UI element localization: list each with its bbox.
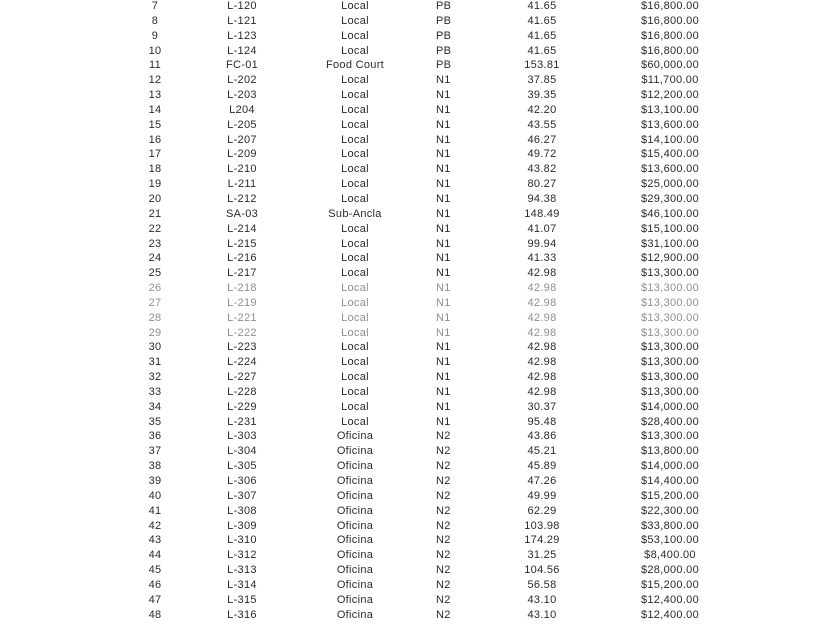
- unit-type: Local: [341, 282, 369, 295]
- unit-type: Sub-Ancla: [328, 207, 382, 220]
- table-row: [0, 281, 840, 296]
- unit-price: $15,200.00: [640, 578, 700, 591]
- unit-area: 43.55: [527, 118, 557, 131]
- unit-price: $22,300.00: [640, 504, 700, 517]
- unit-area: 31.25: [527, 549, 557, 562]
- unit-code: L-228: [227, 385, 257, 398]
- row-number: 11: [148, 59, 162, 72]
- unit-code: L-202: [227, 74, 257, 87]
- row-number: 17: [148, 148, 162, 161]
- unit-level: N1: [436, 74, 451, 87]
- unit-code: L-221: [227, 311, 257, 324]
- unit-type: Local: [341, 371, 369, 384]
- table-row: [0, 400, 840, 415]
- unit-area: 41.65: [527, 29, 557, 42]
- unit-level: N2: [436, 564, 451, 577]
- unit-level: N1: [436, 192, 451, 205]
- table-row: [0, 533, 840, 548]
- unit-area: 42.98: [527, 341, 557, 354]
- unit-price: $14,100.00: [640, 133, 700, 146]
- unit-code: L-211: [227, 178, 257, 191]
- unit-level: N2: [436, 504, 451, 517]
- unit-area: 37.85: [527, 74, 557, 87]
- unit-area: 41.65: [527, 14, 557, 27]
- unit-level: N2: [436, 489, 451, 502]
- unit-level: N1: [436, 133, 451, 146]
- unit-level: N2: [436, 475, 451, 487]
- unit-type: Local: [341, 415, 369, 428]
- unit-price: $13,100.00: [640, 103, 700, 116]
- unit-type: Oficina: [336, 504, 374, 517]
- table-row: [0, 237, 840, 252]
- unit-level: N1: [436, 326, 451, 339]
- unit-area: 80.27: [527, 178, 557, 191]
- unit-price: $12,900.00: [640, 252, 700, 265]
- unit-level: N1: [436, 371, 451, 384]
- unit-price: $16,800.00: [640, 14, 700, 27]
- unit-price: $13,300.00: [640, 430, 700, 443]
- table-row: [0, 162, 840, 177]
- unit-price: $13,300.00: [640, 296, 700, 309]
- unit-code: L-209: [227, 148, 257, 161]
- table-row: [0, 29, 840, 44]
- unit-type: Local: [341, 296, 369, 309]
- unit-level: PB: [436, 14, 452, 27]
- unit-code: L-314: [227, 578, 257, 591]
- unit-price: $15,100.00: [640, 222, 700, 235]
- unit-type: Local: [341, 148, 369, 161]
- unit-level: N2: [436, 549, 451, 562]
- unit-type: Local: [341, 0, 369, 12]
- unit-area: 42.98: [527, 282, 557, 295]
- unit-type: Local: [341, 118, 369, 131]
- unit-type: Local: [341, 252, 369, 265]
- unit-code: L-227: [227, 371, 257, 384]
- row-number: 40: [148, 489, 162, 502]
- unit-level: N1: [436, 341, 451, 354]
- unit-level: N1: [436, 252, 451, 265]
- table-row: [0, 177, 840, 192]
- unit-level: N1: [436, 311, 451, 324]
- unit-type: Local: [341, 14, 369, 27]
- unit-type: Oficina: [336, 578, 374, 591]
- unit-type: Local: [341, 341, 369, 354]
- unit-code: L-124: [227, 44, 257, 57]
- unit-area: 45.21: [527, 445, 557, 458]
- unit-price: $33,800.00: [640, 519, 700, 532]
- unit-area: 153.81: [524, 59, 560, 72]
- unit-code: L-120: [227, 0, 257, 12]
- table-row: [0, 103, 840, 118]
- table-row: [0, 385, 840, 400]
- unit-price: $53,100.00: [640, 534, 700, 547]
- unit-code: L-205: [227, 118, 257, 131]
- row-number: 44: [148, 549, 162, 562]
- unit-area: 62.29: [527, 504, 557, 517]
- table-row: [0, 147, 840, 162]
- unit-type: Oficina: [336, 430, 374, 443]
- unit-type: Local: [341, 103, 369, 116]
- unit-code: L-216: [227, 252, 257, 265]
- unit-code: L204: [229, 103, 255, 116]
- unit-level: N1: [436, 400, 451, 413]
- unit-level: N1: [436, 237, 451, 250]
- table-row: [0, 14, 840, 29]
- unit-price: $13,300.00: [640, 326, 700, 339]
- unit-price: $13,800.00: [640, 445, 700, 458]
- unit-level: N2: [436, 445, 451, 458]
- table-row: [0, 44, 840, 59]
- unit-level: N1: [436, 282, 451, 295]
- table-row: [0, 459, 840, 474]
- unit-level: N2: [436, 593, 451, 606]
- table-row: [0, 251, 840, 266]
- table-row: [0, 340, 840, 355]
- unit-level: N2: [436, 460, 451, 473]
- unit-area: 103.98: [524, 519, 560, 532]
- row-number: 45: [148, 564, 162, 577]
- unit-area: 45.89: [527, 460, 557, 473]
- unit-price: $13,300.00: [640, 385, 700, 398]
- unit-code: L-303: [227, 430, 257, 443]
- unit-code: L-229: [227, 400, 257, 413]
- unit-level: N1: [436, 118, 451, 131]
- unit-price: $15,400.00: [640, 148, 700, 161]
- unit-code: L-316: [227, 608, 257, 621]
- unit-price: $25,000.00: [640, 178, 700, 191]
- row-number: 21: [148, 207, 162, 220]
- row-number: 28: [148, 311, 162, 324]
- unit-area: 30.37: [527, 400, 557, 413]
- unit-code: L-219: [227, 296, 257, 309]
- unit-code: L-123: [227, 29, 257, 42]
- unit-level: N1: [436, 385, 451, 398]
- row-number: 14: [148, 103, 162, 116]
- row-number: 30: [148, 341, 162, 354]
- row-number: 41: [148, 504, 162, 517]
- unit-code: L-308: [227, 504, 257, 517]
- unit-type: Local: [341, 89, 369, 102]
- row-number: 20: [148, 192, 162, 205]
- unit-code: L-309: [227, 519, 257, 532]
- unit-level: N1: [436, 178, 451, 191]
- unit-level: N2: [436, 578, 451, 591]
- row-number: 25: [148, 267, 162, 280]
- unit-price: $13,300.00: [640, 311, 700, 324]
- unit-type: Oficina: [336, 564, 374, 577]
- row-number: 43: [148, 534, 162, 547]
- unit-area: 49.99: [527, 489, 557, 502]
- row-number: 46: [148, 578, 162, 591]
- table-row: [0, 73, 840, 88]
- row-number: 48: [148, 608, 162, 621]
- unit-level: N1: [436, 207, 451, 220]
- table-row: [0, 88, 840, 103]
- unit-level: N1: [436, 356, 451, 369]
- row-number: 8: [151, 14, 159, 27]
- unit-code: L-217: [227, 267, 257, 280]
- unit-level: N1: [436, 89, 451, 102]
- unit-code: L-203: [227, 89, 257, 102]
- unit-level: PB: [436, 29, 452, 42]
- row-number: 35: [148, 415, 162, 428]
- table-row: [0, 444, 840, 459]
- unit-type: Oficina: [336, 475, 374, 487]
- table-row: [0, 593, 840, 608]
- unit-area: 42.98: [527, 356, 557, 369]
- unit-price: $8,400.00: [644, 549, 696, 562]
- unit-area: 174.29: [524, 534, 560, 547]
- row-number: 22: [148, 222, 162, 235]
- unit-code: L-212: [227, 192, 257, 205]
- unit-code: L-224: [227, 356, 257, 369]
- row-number: 31: [148, 356, 162, 369]
- row-number: 7: [151, 0, 159, 12]
- unit-price: $28,000.00: [640, 564, 700, 577]
- unit-level: N2: [436, 519, 451, 532]
- row-number: 12: [148, 74, 162, 87]
- unit-code: L-223: [227, 341, 257, 354]
- unit-area: 148.49: [524, 207, 560, 220]
- unit-price: $14,400.00: [640, 475, 700, 487]
- unit-area: 46.27: [527, 133, 557, 146]
- unit-level: N2: [436, 608, 451, 621]
- unit-type: Local: [341, 163, 369, 176]
- unit-area: 41.33: [527, 252, 557, 265]
- row-number: 9: [151, 29, 159, 42]
- row-number: 47: [148, 593, 162, 606]
- unit-code: L-210: [227, 163, 257, 176]
- unit-area: 43.10: [527, 593, 557, 606]
- unit-area: 99.94: [527, 237, 557, 250]
- unit-price: $13,600.00: [640, 163, 700, 176]
- unit-type: Oficina: [336, 519, 374, 532]
- unit-code: L-306: [227, 475, 257, 487]
- table-row: [0, 474, 840, 489]
- table-row: [0, 548, 840, 563]
- row-number: 27: [148, 296, 162, 309]
- unit-price: $29,300.00: [640, 192, 700, 205]
- table-row: [0, 118, 840, 133]
- row-number: 10: [148, 44, 162, 57]
- unit-price: $14,000.00: [640, 460, 700, 473]
- unit-area: 43.10: [527, 608, 557, 621]
- table-row: [0, 296, 840, 311]
- row-number: 38: [148, 460, 162, 473]
- unit-level: N1: [436, 267, 451, 280]
- unit-type: Oficina: [336, 460, 374, 473]
- unit-type: Oficina: [336, 549, 374, 562]
- unit-area: 95.48: [527, 415, 557, 428]
- row-number: 18: [148, 163, 162, 176]
- unit-level: N2: [436, 534, 451, 547]
- unit-level: PB: [436, 0, 452, 12]
- unit-area: 41.65: [527, 44, 557, 57]
- unit-code: L-305: [227, 460, 257, 473]
- unit-price: $12,400.00: [640, 593, 700, 606]
- unit-price: $16,800.00: [640, 44, 700, 57]
- row-number: 39: [148, 475, 162, 487]
- unit-type: Local: [341, 237, 369, 250]
- unit-code: L-218: [227, 282, 257, 295]
- row-number: 13: [148, 89, 162, 102]
- unit-type: Oficina: [336, 593, 374, 606]
- unit-level: N1: [436, 415, 451, 428]
- unit-code: L-214: [227, 222, 257, 235]
- unit-price: $13,300.00: [640, 371, 700, 384]
- unit-code: L-312: [227, 549, 257, 562]
- unit-area: 47.26: [527, 475, 557, 487]
- row-number: 16: [148, 133, 162, 146]
- unit-price: $13,300.00: [640, 341, 700, 354]
- table-row: [0, 222, 840, 237]
- table-row: [0, 326, 840, 341]
- unit-type: Oficina: [336, 608, 374, 621]
- unit-area: 42.98: [527, 385, 557, 398]
- unit-price: $15,200.00: [640, 489, 700, 502]
- unit-level: N1: [436, 148, 451, 161]
- table-row: [0, 192, 840, 207]
- unit-area: 49.72: [527, 148, 557, 161]
- unit-price: $12,400.00: [640, 608, 700, 621]
- unit-price: $16,800.00: [640, 0, 700, 12]
- unit-level: PB: [436, 59, 452, 72]
- unit-code: FC-01: [225, 59, 259, 72]
- unit-level: N1: [436, 222, 451, 235]
- unit-type: Oficina: [336, 489, 374, 502]
- unit-price: $14,000.00: [640, 400, 700, 413]
- row-number: 26: [148, 282, 162, 295]
- unit-level: N1: [436, 163, 451, 176]
- unit-area: 42.98: [527, 371, 557, 384]
- unit-level: N1: [436, 103, 451, 116]
- unit-area: 41.65: [527, 0, 557, 12]
- unit-code: L-222: [227, 326, 257, 339]
- unit-level: N1: [436, 296, 451, 309]
- unit-code: SA-03: [225, 207, 259, 220]
- table-row: [0, 608, 840, 623]
- unit-type: Local: [341, 133, 369, 146]
- unit-type: Local: [341, 29, 369, 42]
- unit-price: $46,100.00: [640, 207, 700, 220]
- unit-area: 41.07: [527, 222, 557, 235]
- unit-type: Local: [341, 74, 369, 87]
- unit-area: 42.98: [527, 326, 557, 339]
- unit-price: $13,300.00: [640, 356, 700, 369]
- unit-type: Local: [341, 311, 369, 324]
- row-number: 23: [148, 237, 162, 250]
- unit-price: $13,300.00: [640, 282, 700, 295]
- unit-price: $60,000.00: [640, 59, 700, 72]
- unit-type: Local: [341, 44, 369, 57]
- unit-type: Local: [341, 326, 369, 339]
- table-row: [0, 429, 840, 444]
- unit-area: 42.98: [527, 267, 557, 280]
- unit-code: L-231: [227, 415, 257, 428]
- unit-type: Local: [341, 222, 369, 235]
- unit-price: $11,700.00: [641, 74, 699, 87]
- table-row: [0, 0, 840, 14]
- unit-area: 42.98: [527, 311, 557, 324]
- unit-price: $13,300.00: [640, 267, 700, 280]
- unit-area: 94.38: [527, 192, 557, 205]
- unit-type: Local: [341, 400, 369, 413]
- unit-type: Food Court: [325, 59, 385, 72]
- table-row: [0, 415, 840, 430]
- table-row: [0, 519, 840, 534]
- row-number: 42: [148, 519, 162, 532]
- unit-code: L-121: [227, 14, 257, 27]
- row-number: 37: [148, 445, 162, 458]
- table-row: [0, 207, 840, 222]
- row-number: 32: [148, 371, 162, 384]
- unit-code: L-307: [227, 489, 257, 502]
- unit-area: 56.58: [527, 578, 557, 591]
- unit-type: Local: [341, 267, 369, 280]
- unit-type: Local: [341, 178, 369, 191]
- row-number: 29: [148, 326, 162, 339]
- row-number: 36: [148, 430, 162, 443]
- unit-area: 43.82: [527, 163, 557, 176]
- row-number: 33: [148, 385, 162, 398]
- unit-code: L-313: [227, 564, 257, 577]
- unit-type: Local: [341, 192, 369, 205]
- table-row: [0, 266, 840, 281]
- unit-price: $16,800.00: [640, 29, 700, 42]
- table-row: [0, 355, 840, 370]
- unit-area: 43.86: [527, 430, 557, 443]
- unit-price: $31,100.00: [640, 237, 700, 250]
- row-number: 34: [148, 400, 162, 413]
- unit-code: L-304: [227, 445, 257, 458]
- row-number: 19: [148, 178, 162, 191]
- table-row: [0, 370, 840, 385]
- table-row: [0, 58, 840, 73]
- unit-type: Oficina: [336, 445, 374, 458]
- unit-level: PB: [436, 44, 452, 57]
- table-row: [0, 563, 840, 578]
- row-number: 15: [148, 118, 162, 131]
- unit-type: Local: [341, 356, 369, 369]
- unit-area: 42.98: [527, 296, 557, 309]
- unit-area: 104.56: [524, 564, 560, 577]
- unit-price: $13,600.00: [640, 118, 700, 131]
- unit-code: L-315: [227, 593, 257, 606]
- unit-code: L-207: [227, 133, 257, 146]
- unit-type: Oficina: [336, 534, 374, 547]
- table-row: [0, 133, 840, 148]
- unit-code: L-215: [227, 237, 257, 250]
- unit-area: 42.20: [527, 103, 557, 116]
- unit-level: N2: [436, 430, 451, 443]
- unit-type: Local: [341, 385, 369, 398]
- table-row: [0, 311, 840, 326]
- unit-code: L-310: [227, 534, 257, 547]
- table-row: [0, 578, 840, 593]
- unit-price: $12,200.00: [640, 89, 700, 102]
- table-row: [0, 504, 840, 519]
- unit-area: 39.35: [527, 89, 557, 102]
- row-number: 24: [148, 252, 162, 265]
- unit-price: $28,400.00: [640, 415, 700, 428]
- table-row: [0, 489, 840, 504]
